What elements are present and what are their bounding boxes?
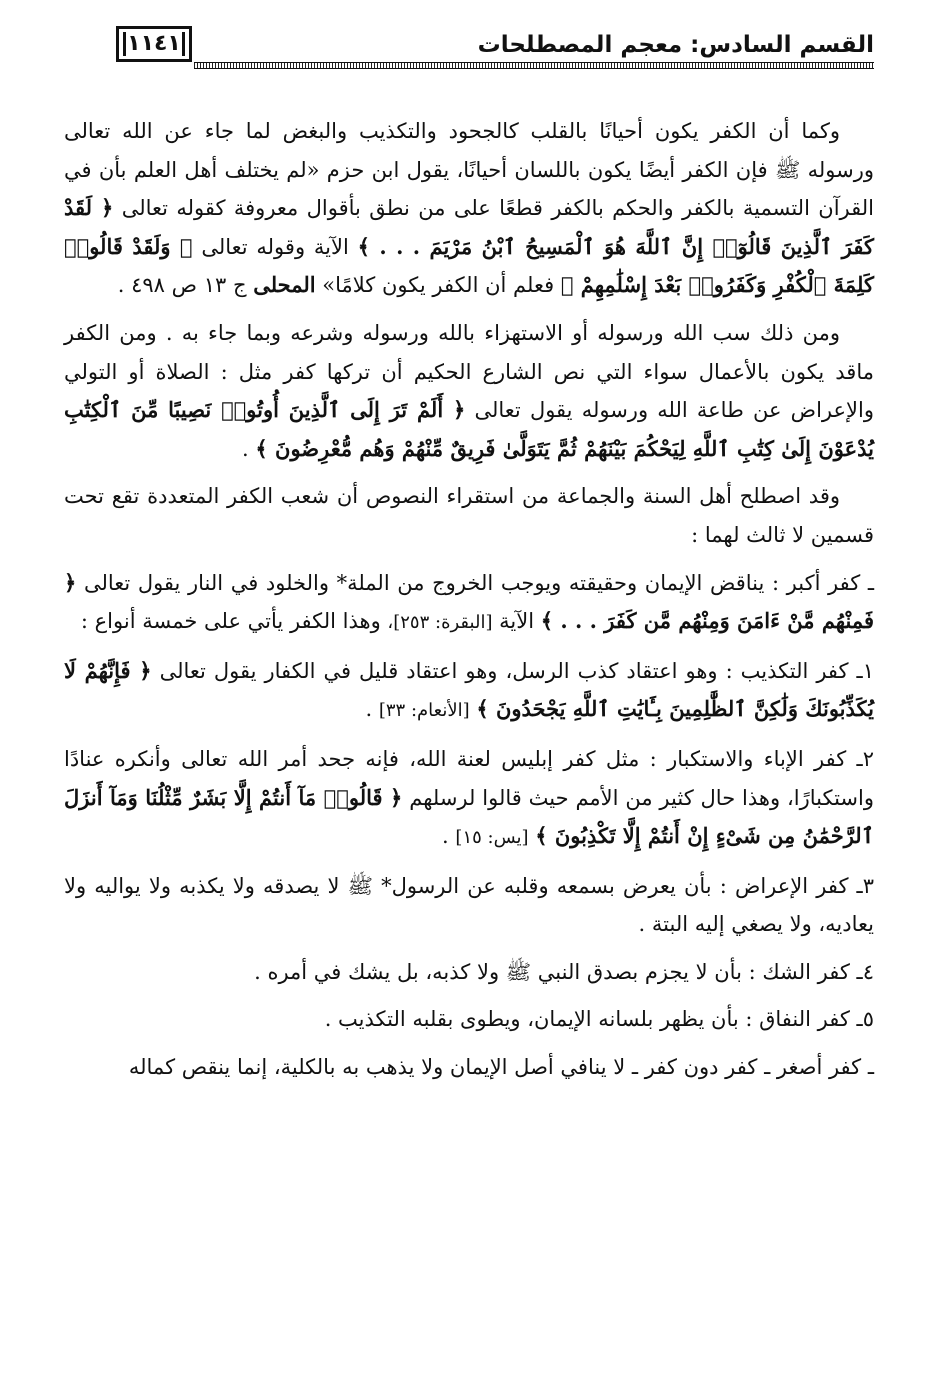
list-item-text: . <box>365 697 373 722</box>
list-item-text: ٣ـ كفر الإعراض : بأن يعرض بسمعه وقلبه عن الرسول* ﷺ لا يصدقه ولا يكذبه ولا يواليه ولا يعاديه، ولا يصغي إليه البتة . <box>64 873 874 937</box>
list-item-text: . <box>442 824 449 849</box>
list-item-doubt <box>64 953 874 992</box>
list-item-text: ٥ـ كفر النفاق : بأن يظهر بلسانه الإيمان، ويطوى بقلبه التكذيب . <box>324 1007 874 1032</box>
paragraph-text: الآية وقوله تعالى <box>201 234 349 259</box>
paragraph-text: الآية <box>499 609 535 634</box>
quran-verse: ﴿ لَقَدْ كَفَرَ ٱلَّذِينَ قَالُوٓا۟ إِنَّ ٱللَّهَ هُوَ ٱلْمَسِيحُ ٱبْنُ مَرْيَمَ . . . ﴾ <box>64 195 874 259</box>
quran-verse: ﴿ فَإِنَّهُمْ لَا يُكَذِّبُونَكَ وَلَٰكِنَّ ٱلظَّٰلِمِينَ بِـَٔايَٰتِ ٱللَّهِ يَجْحَدُونَ ﴾ <box>64 657 874 722</box>
list-item-turning-away <box>64 867 874 944</box>
section-title: القسم السادس: معجم المصطلحات <box>477 32 874 58</box>
paragraph-text: ومن ذلك سب الله ورسوله أو الاستهزاء بالله ورسوله وشرعه وبما جاء به . ومن الكفر ماقد يكون بالأعمال سواء التي نص الشارع الحكيم أن تركها كفر مثل : الصلاة أو التولي والإعراض عن طاعة الله ورسوله يقول تعالى <box>64 320 874 423</box>
verse-reference: [يس: ١٥] <box>455 827 529 849</box>
paragraph-text: ـ كفر أكبر : يناقض الإيمان وحقيقته ويوجب الخروج من الملة* والخلود في النار يقول تعالى <box>83 570 874 595</box>
source-reference: ج ١٣ ص ٤٩٨ . <box>117 273 247 298</box>
list-item-text: ١ـ كفر التكذيب : وهو اعتقاد كذب الرسل، وهو اعتقاد قليل في الكفار يقول تعالى <box>159 658 874 683</box>
paragraph-text: وقد اصطلح أهل السنة والجماعة من استقراء النصوص أن شعب الكفر المتعددة تقع تحت قسمين لا ثالث لهما : <box>64 484 874 547</box>
verse-reference: [البقرة: ٢٥٣]، <box>387 612 493 634</box>
quran-verse: ﴿ أَلَمْ تَرَ إِلَى ٱلَّذِينَ أُوتُوا۟ نَصِيبًا مِّنَ ٱلْكِتَٰبِ يُدْعَوْنَ إِلَىٰ كِتَٰبِ ٱللَّهِ لِيَحْكُمَ بَيْنَهُمْ ثُمَّ يَتَوَلَّىٰ فَرِيقٌ مِّنْهُمْ وَهُم مُّعْرِضُونَ ﴾ <box>64 397 874 461</box>
list-item-denial <box>64 652 874 731</box>
list-item-arrogance <box>64 740 874 858</box>
paragraph-verbal-disbelief <box>64 112 874 305</box>
page-number: ١١٤١ <box>116 26 192 62</box>
header-rule <box>194 62 874 69</box>
paragraph-text: . <box>242 436 249 461</box>
paragraph-minor-disbelief <box>64 1048 874 1087</box>
paragraph-text: وكما أن الكفر يكون أحيانًا بالقلب كالجحود والتكذيب والبغض لما جاء عن الله تعالى ورسوله ﷺ فإن الكفر أيضًا يكون باللسان أحيانًا، يقول ابن حزم «لم يختلف أهل العلم بأن في القرآن التسمية بالكفر والحكم بالكفر قطعًا على من نطق بأقوال معروفة كقوله تعالى <box>64 119 874 221</box>
quran-verse: ﴿ قَالُوا۟ مَآ أَنتُمْ إِلَّا بَشَرٌ مِّثْلُنَا وَمَآ أَنزَلَ ٱلرَّحْمَٰنُ مِن شَىْءٍ إِنْ أَنتُمْ إِلَّا تَكْذِبُونَ ﴾ <box>64 784 874 849</box>
list-item-text: ٢ـ كفر الإباء والاستكبار : مثل كفر إبليس لعنة الله، فإنه جحد أمر الله تعالى وأنكره عنادًا واستكبارًا، وهذا حال كثير من الأمم حيث قالوا لرسلهم <box>64 746 874 810</box>
paragraph-two-categories <box>64 477 874 554</box>
running-header <box>64 26 874 74</box>
paragraph-text: ـ كفر أصغر ـ كفر دون كفر ـ لا ينافي أصل الإيمان ولا يذهب به بالكلية، إنما ينقص كماله <box>128 1055 874 1080</box>
paragraph-disbelief-by-deeds <box>64 314 874 468</box>
quran-verse: ﴿ وَلَقَدْ قَالُوا۟ كَلِمَةَ ٱلْكُفْرِ وَكَفَرُوا۟ بَعْدَ إِسْلَٰمِهِمْ ﴾ <box>64 233 874 298</box>
paragraph-major-disbelief <box>64 564 874 643</box>
page-body <box>64 112 874 1096</box>
paragraph-text: فعلم أن الكفر يكون كلامًا» <box>322 273 555 298</box>
paragraph-text: وهذا الكفر يأتي على خمسة أنواع : <box>80 609 381 634</box>
quran-verse: ﴿ فَمِنْهُم مَّنْ ءَامَنَ وَمِنْهُم مَّن كَفَرَ . . . ﴾ <box>64 569 874 634</box>
list-item-text: ٤ـ كفر الشك : بأن لا يجزم بصدق النبي ﷺ ولا كذبه، بل يشك في أمره . <box>254 959 874 984</box>
verse-reference: [الأنعام: ٣٣] <box>378 700 470 722</box>
source-title: المحلى <box>253 272 316 298</box>
list-item-hypocrisy <box>64 1000 874 1039</box>
